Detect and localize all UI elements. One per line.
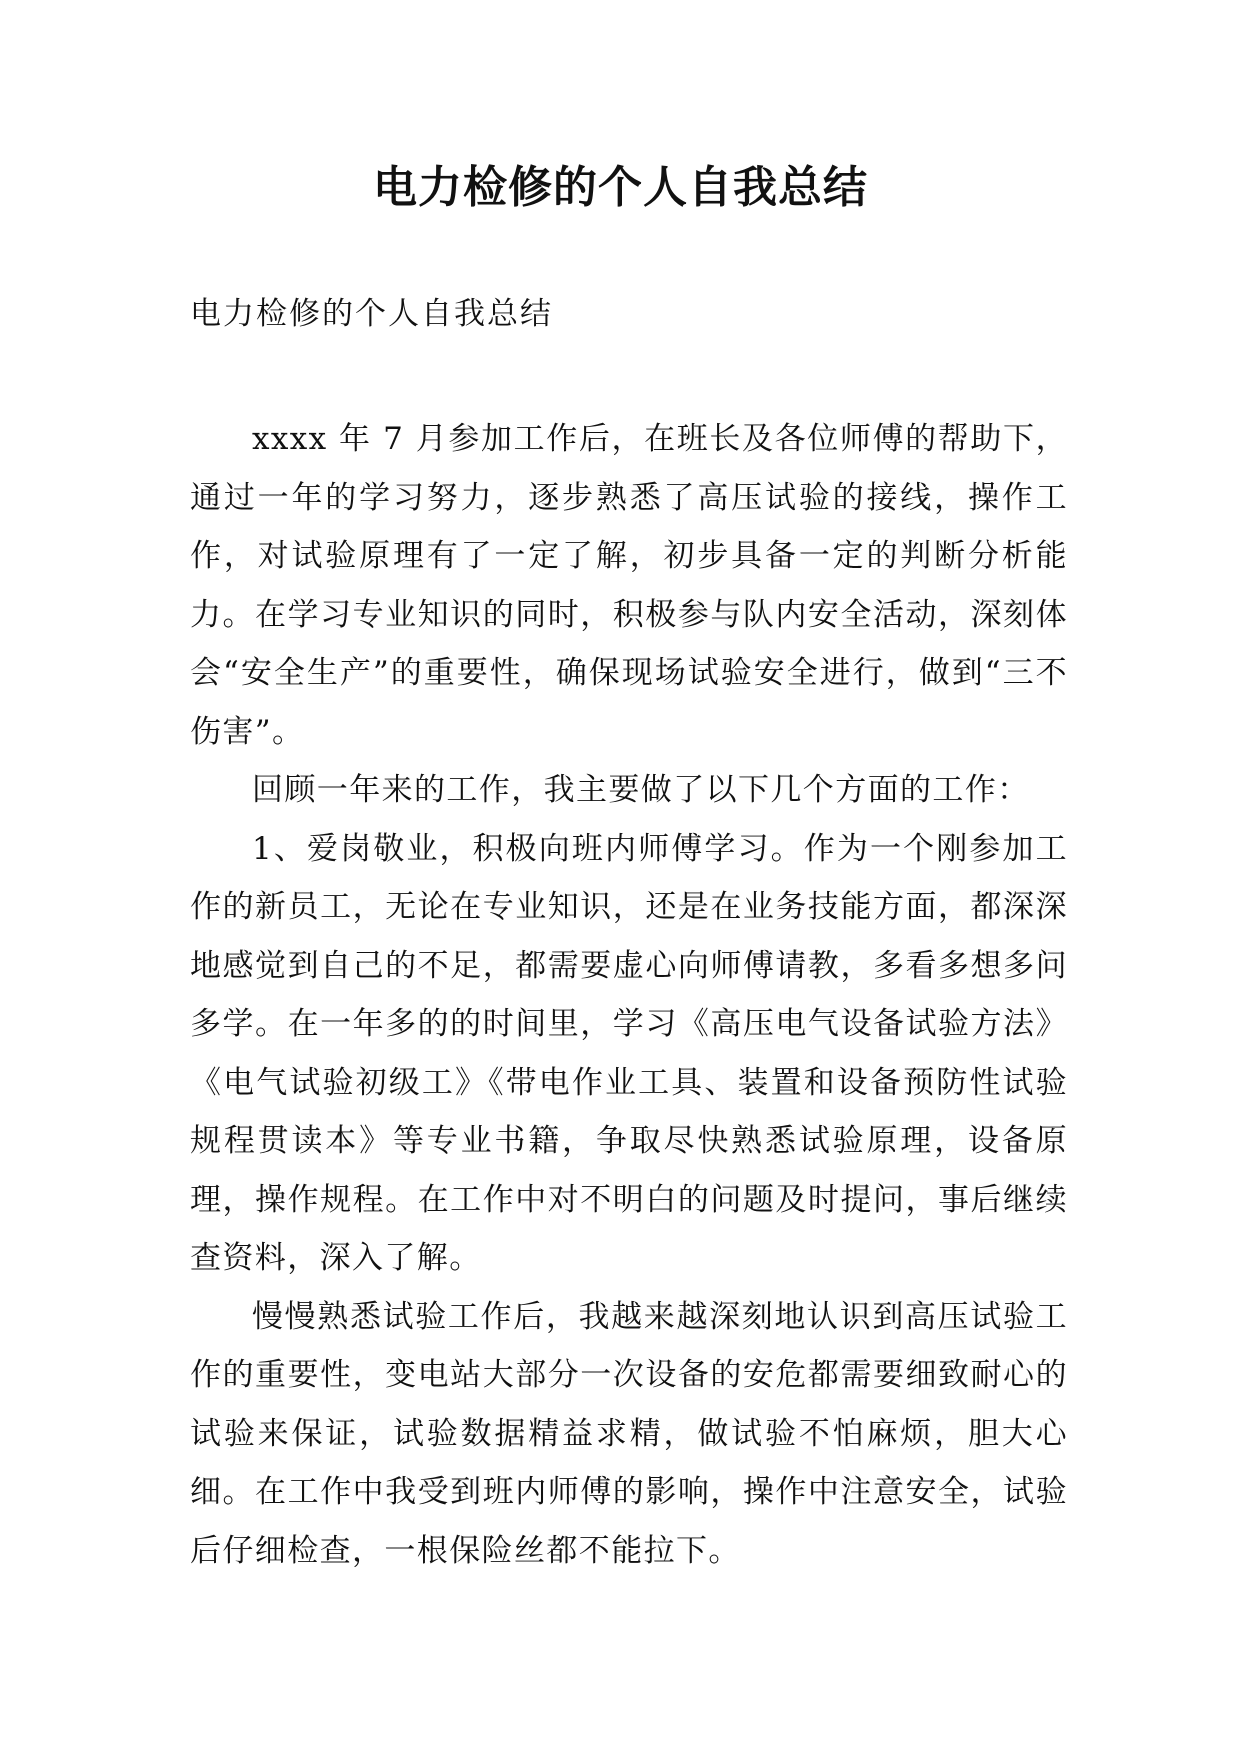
paragraph-reflection: 慢慢熟悉试验工作后，我越来越深刻地认识到高压试验工作的重要性，变电站大部分一次设备的安危都需要细致耐心的试验来保证，试验数据精益求精，做试验不怕麻烦，胆大心细。在工作中我受到班内师傅的影响，操作中注意安全，试验后仔细检查，一根保险丝都不能拉下。 [190,1298,1068,1569]
paragraph-review: 回顾一年来的工作，我主要做了以下几个方面的工作： [252,772,1030,808]
paragraph-point-1: 1、爱岗敬业，积极向班内师傅学习。作为一个刚参加工作的新员工，无论在专业知识，还是在业务技能方面，都深深地感觉到自己的不足，都需要虚心向师傅请教，多看多想多问多学。在一年多的的时间里，学习《高压电气设备试验方法》《电气试验初级工》《带电作业工具、装置和设备预防性试验规程贯读本》等专业书籍，争取尽快熟悉试验原理，设备原理，操作规程。在工作中对不明白的问题及时提问，事后继续查资料，深入了解。 [190,830,1068,1276]
document-subtitle: 电力检修的个人自我总结 [190,296,553,332]
paragraph-intro: xxxx 年 7 月参加工作后，在班长及各位师傅的帮助下，通过一年的学习努力，逐步熟悉了高压试验的接线，操作工作，对试验原理有了一定了解，初步具备一定的判断分析能力。在学习专业知识的同时，积极参与队内安全活动，深刻体会“安全生产”的重要性，确保现场试验安全进行，做到“三不伤害”。 [190,421,1068,750]
document-body [190,410,1068,1580]
document-title: 电力检修的个人自我总结 [373,162,868,213]
